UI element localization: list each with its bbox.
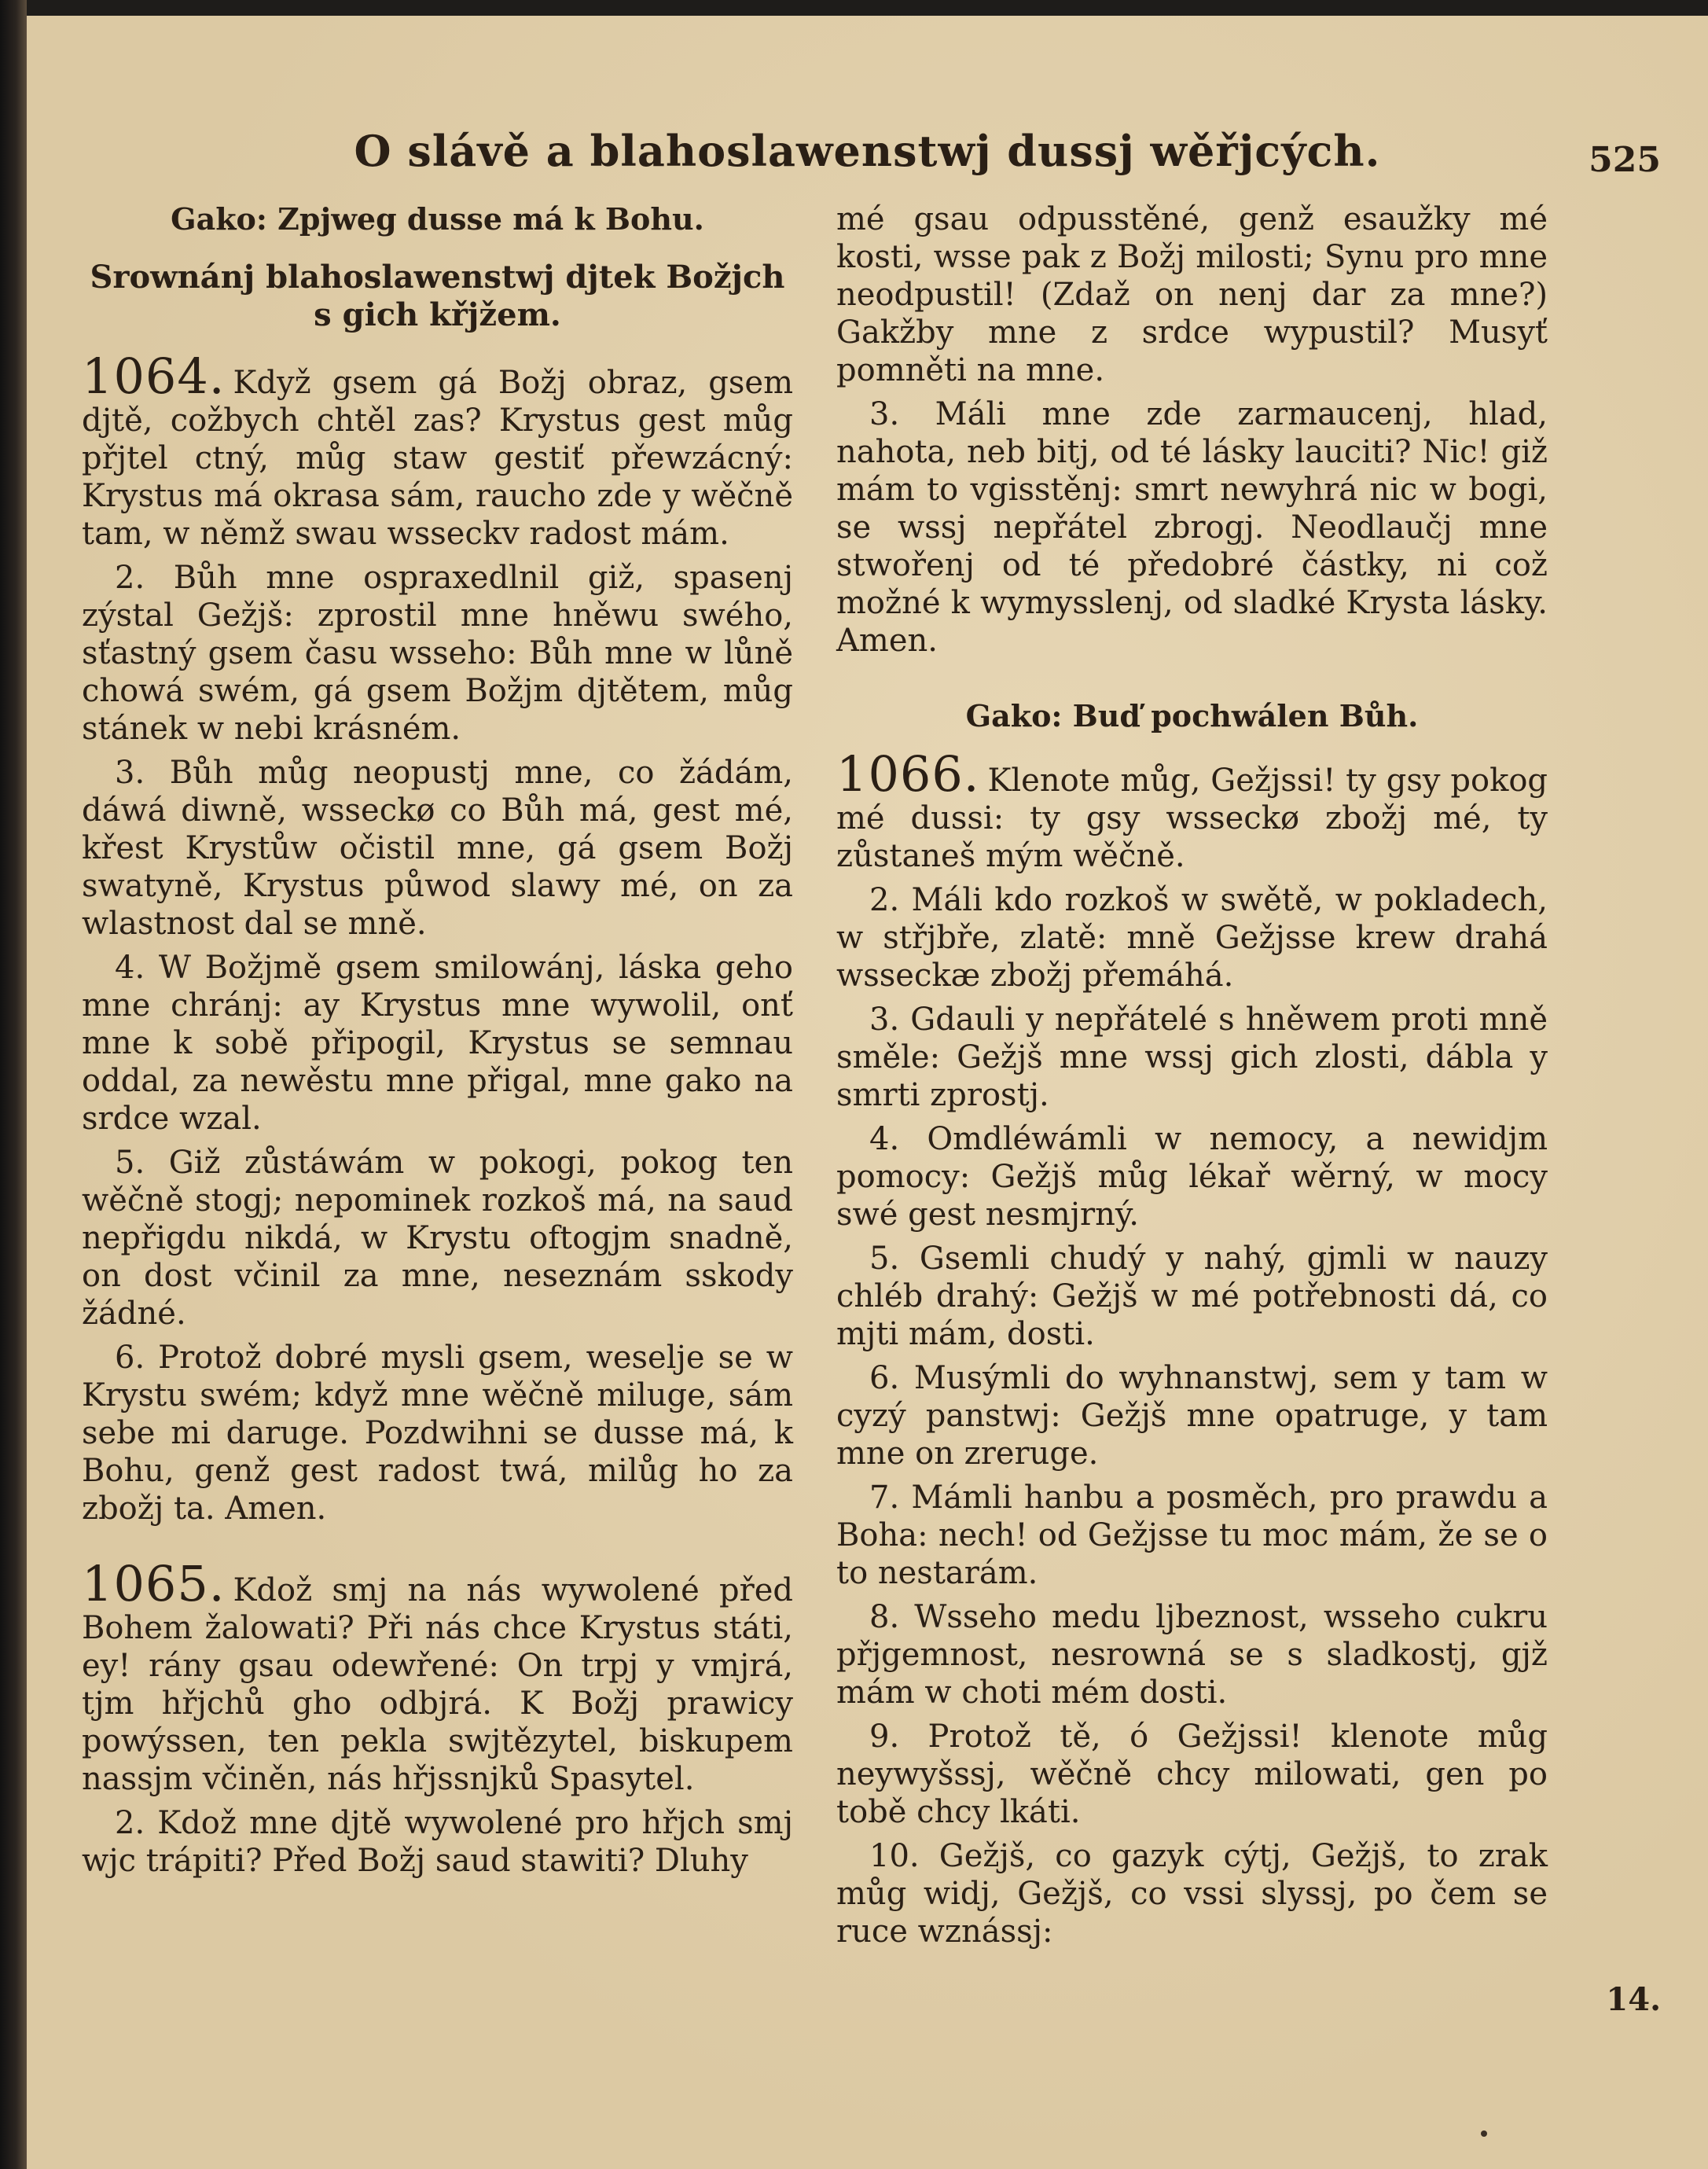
verse-text: Když gsem gá Božj obraz, gsem djtě, cožbych chtěl zas? Krystus gest můg přjtel ctný, můg staw gestiť přewzácný: Krystus má okrasa sám, raucho zde y wěčně tam, w němž swau wsseckv radost mám. [82,365,793,552]
hymn-1066-verse-3: 3. Gdauli y nepřátelé s hněwem proti mně směle: Gežjš mne wssj gich zlosti, dábla y smrti zprostj. [836,1002,1548,1113]
page-number: 525 [1589,140,1661,180]
hymn-1065-verse-2: 2. Kdož mne djtě wywolené pro hřjch smj wjc trápiti? Před Božj saud stawiti? Dluhy [82,1805,793,1879]
hymn-1064-verse-1 [82,347,793,553]
hymn-1066-verse-8: 8. Wsseho medu ljbeznost, wsseho cukru přjgemnost, nesrowná se s sladkostj, gjž mám w choti mém dosti. [836,1599,1548,1711]
hymn-1065-continuation: mé gsau odpusstěné, genž esaužky mé kosti, wsse pak z Božj milosti; Synu pro mne neodpustil! (Zdaž on nenj dar za mne?) Gakžby mne z srdce wypustil? Musyť pomněti na mne. [836,201,1548,388]
catchword: 14. [1606,1981,1661,2018]
book-spine-shadow [0,0,27,2169]
hymn-number: 1065. [82,1555,226,1612]
hymn-1064-verse-4: 4. W Božjmě gsem smilowánj, láska geho mne chránj: ay Krystus mne wywolil, onť mne k sobě připogil, Krystus se semnau oddal, za newěstu mne přigal, mne gako na srdce wzal. [82,950,793,1137]
hymn-1066-verse-2: 2. Máli kdo rozkoš w swětě, w pokladech, w střjbře, zlatě: mně Gežjsse krew drahá wsseckæ zbožj přemáhá. [836,882,1548,994]
left-column [82,200,793,1886]
hymn-1066-verse-6: 6. Musýmli do wyhnanstwj, sem y tam w cyzý panstwj: Gežjš mne opatruge, y tam mne on zreruge. [836,1360,1548,1472]
hymn-1064-verse-6: 6. Protož dobré mysli gsem, weselje se w Krystu swém; když mne wěčně miluge, sám sebe mi daruge. Pozdwihni se dusse má, k Bohu, genž gest radost twá, milůg ho za zbožj ta. Amen. [82,1340,793,1527]
running-head: O slávě a blahoslawenstwj dussj wěřjcých. [354,126,1381,176]
spacer [836,666,1548,697]
hymn-1066-verse-5: 5. Gsemli chudý y nahý, gjmli w nauzy chléb drahý: Gežjš w mé potřebnosti dá, co mjti mám, dosti. [836,1241,1548,1352]
melody-line: Gako: Zpjweg dusse má k Bohu. [171,201,704,237]
hymn-number: 1066. [836,745,980,803]
hymn-1064-verse-2: 2. Bůh mne ospraxedlnil giž, spasenj zýstal Gežjš: zprostil mne hněwu swého, sťastný gsem času wsseho: Bůh mne w lůně chowá swém, gá gsem Božjm djtětem, můg stánek w nebi krásném. [82,560,793,747]
hymn-1066-verse-9: 9. Protož tě, ó Gežjssi! klenote můg neywyšssj, wěčně chcy milowati, gen po tobě chcy lkáti. [836,1719,1548,1830]
hymn-1066-verse-4: 4. Omdléwámli w nemocy, a newidjm pomocy: Gežjš můg lékař wěrný, w mocy swé gest nesmjrný. [836,1121,1548,1233]
hymn-1064-verse-5: 5. Giž zůstáwám w pokogi, pokog ten wěčně stogj; nepominek rozkoš má, na saud nepřigdu nikdá, w Krystu oftogjm snadně, on dost včinil za mne, neseznám sskody žádné. [82,1145,793,1332]
melody-line: Gako: Buď pochwálen Bůh. [965,698,1419,733]
hymn-1066-verse-1 [836,745,1548,875]
paper-speck [1481,2130,1487,2137]
hymn-number: 1064. [82,347,226,405]
hymn-1066-verse-10: 10. Gežjš, co gazyk cýtj, Gežjš, to zrak můg widj, Gežjš, co vssi slyssj, po čem se ruce wznássj: [836,1838,1548,1950]
hymn-1065-verse-1 [82,1555,793,1798]
verse-text: Kdož smj na nás wywolené před Bohem žalowati? Při nás chce Krystus státi, ey! rány gsau odewřené: On trpj y vmjrá, tjm hřjchů gho odbjrá. K Božj prawicy powýssen, ten pekla swjtězytel, biskupem nassjm včiněn, nás hřjssnjků Spasytel. [82,1572,793,1797]
verse-text: Klenote můg, Gežjssi! ty gsy pokog mé dussi: ty gsy wsseckø zbožj mé, ty zůstaneš mým wěčně. [836,763,1548,874]
hymn-1065-verse-3: 3. Máli mne zde zarmaucenj, hlad, nahota, neb bitj, od té lásky lauciti? Nic! giž mám to vgisstěnj: smrt newyhrá nic w bogi, se wssj nepřátel zbrogj. Neodlaučj mne stwořenj od té předobré částky, ni což možné k wymysslenj, od sladké Krysta lásky. Amen. [836,396,1548,659]
book-page [27,16,1708,2169]
hymn-1066-verse-7: 7. Mámli hanbu a posměch, pro prawdu a Boha: nech! od Gežjsse tu moc mám, že se o to nestarám. [836,1480,1548,1591]
hymn-1064-verse-3: 3. Bůh můg neopustj mne, co žádám, dáwá diwně, wsseckø co Bůh má, gest mé, křest Krystůw očistil mne, gá gsem Božj swatyně, Krystus půwod slawy mé, on za wlastnost dal se mně. [82,755,793,942]
section-heading: Srownánj blahoslawenstwj djtek Božjch s gich křjžem. [90,259,785,333]
right-column [836,200,1548,1957]
